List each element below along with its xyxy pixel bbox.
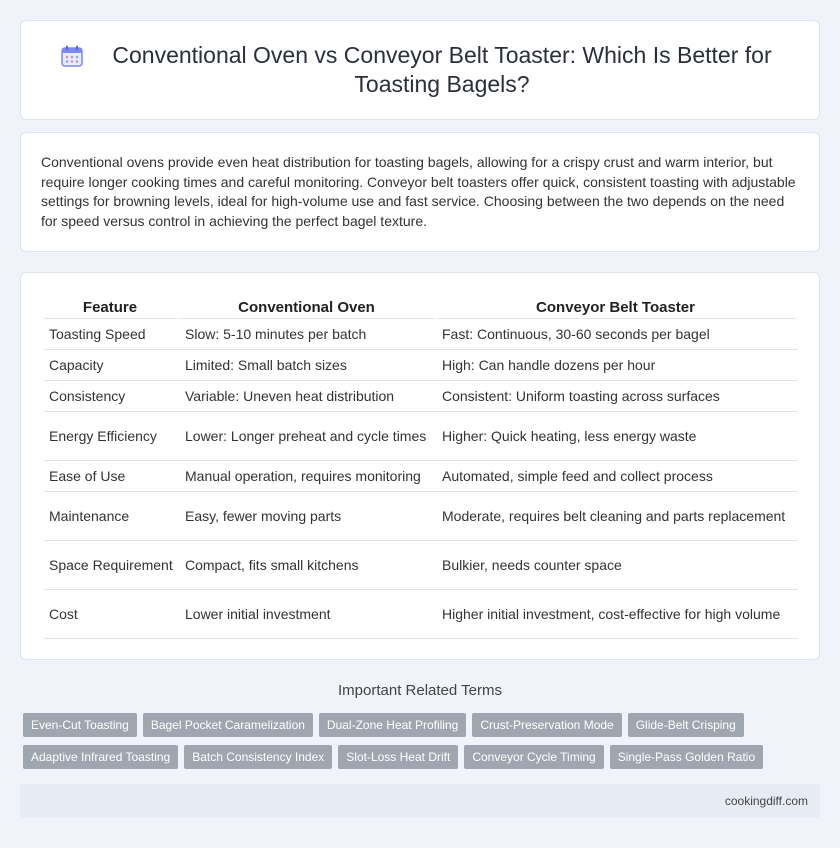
toaster-cell: Consistent: Uniform toasting across surfaces (437, 381, 798, 412)
table-row (44, 412, 798, 461)
table-row (44, 461, 798, 492)
table-row (44, 590, 798, 639)
toaster-cell: Higher: Quick heating, less energy waste (437, 412, 798, 461)
toaster-cell: Moderate, requires belt cleaning and parts replacement (437, 492, 798, 541)
toaster-cell: Fast: Continuous, 30-60 seconds per bagel (437, 319, 798, 350)
table-row (44, 350, 798, 381)
toaster-cell: Automated, simple feed and collect process (437, 461, 798, 492)
feature-cell: Energy Efficiency (44, 412, 180, 461)
toaster-cell: High: Can handle dozens per hour (437, 350, 798, 381)
feature-cell: Ease of Use (44, 461, 180, 492)
related-term-tag[interactable]: Adaptive Infrared Toasting (23, 745, 178, 769)
calendar-icon (61, 45, 83, 67)
table-row (44, 541, 798, 590)
footer (20, 784, 820, 818)
related-term-tag[interactable]: Glide-Belt Crisping (628, 713, 744, 737)
feature-cell: Consistency (44, 381, 180, 412)
related-term-tag[interactable]: Dual-Zone Heat Profiling (319, 713, 466, 737)
page-title: Conventional Oven vs Conveyor Belt Toaster: Which Is Better for Toasting Bagels? (112, 42, 772, 97)
oven-cell: Easy, fewer moving parts (180, 492, 437, 541)
oven-cell: Compact, fits small kitchens (180, 541, 437, 590)
table-row (44, 381, 798, 412)
intro-paragraph: Conventional ovens provide even heat distribution for toasting bagels, allowing for a crispy crust and warm interior, but require longer cooking times and careful monitoring. Conveyor belt toasters offer quick, consistent toasting with adjustable settings for browning levels, ideal for high-volume use and fast service. Choosing between the two depends on the need for speed versus control in achieving the perfect bagel texture. (41, 154, 796, 229)
column-header-feature: Feature (44, 291, 180, 319)
tag-row (23, 745, 823, 769)
table-header-row (44, 291, 798, 319)
title-wrap (61, 41, 779, 99)
related-term-tag[interactable]: Bagel Pocket Caramelization (143, 713, 313, 737)
feature-cell: Space Requirement (44, 541, 180, 590)
footer-site-link[interactable]: cookingdiff.com (724, 794, 808, 808)
related-term-tag[interactable]: Batch Consistency Index (184, 745, 332, 769)
feature-cell: Toasting Speed (44, 319, 180, 350)
comparison-card (20, 272, 820, 660)
table-row (44, 492, 798, 541)
tag-row (23, 713, 823, 737)
comparison-table (44, 291, 798, 639)
toaster-cell: Higher initial investment, cost-effective for high volume (437, 590, 798, 639)
title-card (20, 20, 820, 120)
oven-cell: Limited: Small batch sizes (180, 350, 437, 381)
table-row (44, 319, 798, 350)
intro-card (20, 132, 820, 252)
column-header-conventional-oven: Conventional Oven (180, 291, 437, 319)
related-term-tag[interactable]: Slot-Loss Heat Drift (338, 745, 458, 769)
toaster-cell: Bulkier, needs counter space (437, 541, 798, 590)
feature-cell: Cost (44, 590, 180, 639)
related-term-tag[interactable]: Crust-Preservation Mode (472, 713, 621, 737)
related-terms-list (23, 713, 823, 777)
related-term-tag[interactable]: Conveyor Cycle Timing (464, 745, 603, 769)
oven-cell: Variable: Uneven heat distribution (180, 381, 437, 412)
related-term-tag[interactable]: Single-Pass Golden Ratio (610, 745, 763, 769)
oven-cell: Lower: Longer preheat and cycle times (180, 412, 437, 461)
oven-cell: Slow: 5-10 minutes per batch (180, 319, 437, 350)
related-terms-heading: Important Related Terms (338, 682, 502, 699)
related-term-tag[interactable]: Even-Cut Toasting (23, 713, 137, 737)
feature-cell: Capacity (44, 350, 180, 381)
oven-cell: Lower initial investment (180, 590, 437, 639)
column-header-conveyor-belt-toaster: Conveyor Belt Toaster (437, 291, 798, 319)
feature-cell: Maintenance (44, 492, 180, 541)
oven-cell: Manual operation, requires monitoring (180, 461, 437, 492)
